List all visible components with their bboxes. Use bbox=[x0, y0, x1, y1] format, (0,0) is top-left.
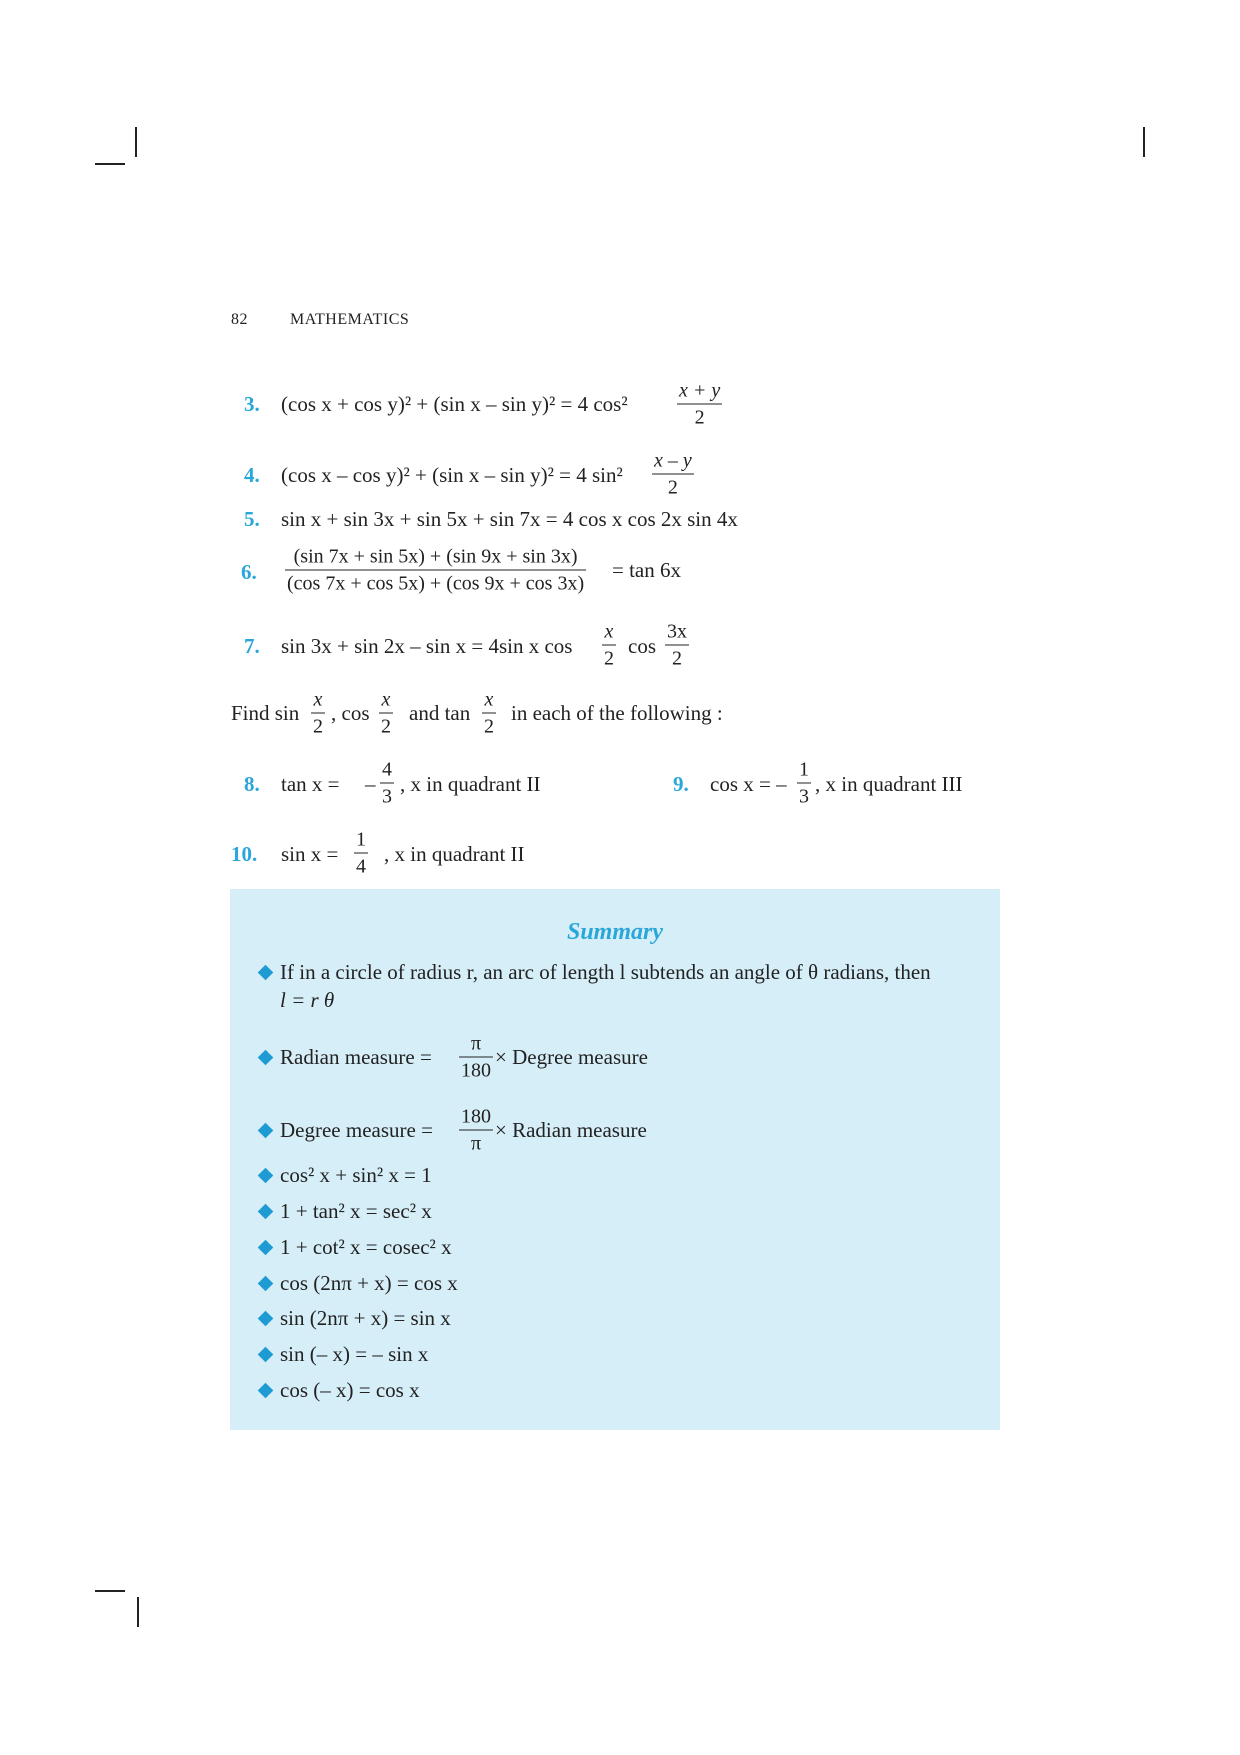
exercise-6-fraction bbox=[285, 545, 586, 596]
exercise-8-rest: , x in quadrant II bbox=[400, 772, 541, 796]
fraction-numerator: (sin 7x + sin 5x) + (sin 9x + sin 3x) bbox=[293, 545, 578, 568]
fraction-numerator: 1 bbox=[799, 758, 809, 781]
bullet-diamond-icon bbox=[258, 1347, 274, 1363]
exercise-3-fraction bbox=[677, 379, 722, 430]
exercise-3-lhs: (cos x + cos y)² + (sin x – sin y)² = 4 cos² bbox=[281, 392, 628, 416]
fraction-numerator: x bbox=[313, 688, 323, 711]
exercise-4-lhs: (cos x – cos y)² + (sin x – sin y)² = 4 sin² bbox=[281, 463, 623, 487]
identity-item: 1 + tan² x = sec² x bbox=[280, 1199, 432, 1223]
exercise-8-fraction bbox=[380, 758, 394, 809]
crop-mark bbox=[135, 127, 137, 157]
crop-mark bbox=[137, 1597, 139, 1627]
fraction-numerator: 4 bbox=[382, 758, 392, 781]
fraction-denominator: 2 bbox=[694, 406, 705, 429]
exercise-number: 5. bbox=[244, 507, 260, 531]
exercise-4-fraction bbox=[652, 449, 694, 500]
identity-item: cos (– x) = cos x bbox=[280, 1378, 420, 1402]
bullet-diamond-icon bbox=[258, 1204, 274, 1220]
radian-measure-lhs: Radian measure = bbox=[280, 1045, 432, 1069]
exercise-number: 7. bbox=[244, 634, 260, 658]
find-cos: , cos bbox=[331, 701, 370, 725]
exercise-number: 10. bbox=[231, 842, 258, 866]
fraction-denominator: π bbox=[470, 1132, 482, 1155]
degree-measure-lhs: Degree measure = bbox=[280, 1118, 433, 1142]
exercise-number: 4. bbox=[244, 463, 260, 487]
exercise-7-lhs: sin 3x + sin 2x – sin x = 4sin x cos bbox=[281, 634, 573, 658]
identity-item: sin (2nπ + x) = sin x bbox=[280, 1306, 451, 1330]
bullet-diamond-icon bbox=[258, 1123, 274, 1139]
degree-measure-rhs: × Radian measure bbox=[495, 1118, 647, 1142]
find-suffix: in each of the following : bbox=[511, 701, 723, 725]
bullet-diamond-icon bbox=[258, 1311, 274, 1327]
find-fraction-tan bbox=[482, 688, 496, 739]
identity-item: cos² x + sin² x = 1 bbox=[280, 1163, 432, 1187]
exercise-10-lhs: sin x = bbox=[281, 842, 339, 866]
page-number: 82 bbox=[231, 311, 248, 328]
fraction-numerator: x bbox=[484, 688, 494, 711]
fraction-denominator: 2 bbox=[604, 647, 614, 670]
exercise-number: 3. bbox=[244, 392, 260, 416]
exercise-number: 6. bbox=[241, 560, 257, 584]
fraction-denominator: 2 bbox=[672, 647, 682, 670]
exercise-5-equation: sin x + sin 3x + sin 5x + sin 7x = 4 cos x cos 2x sin 4x bbox=[281, 507, 738, 531]
identity-item: sin (– x) = – sin x bbox=[280, 1342, 429, 1366]
fraction-numerator: x bbox=[604, 620, 614, 643]
fraction-numerator: x – y bbox=[654, 449, 692, 472]
fraction-denominator: 3 bbox=[799, 785, 809, 808]
bullet-diamond-icon bbox=[258, 965, 274, 981]
bullet-diamond-icon bbox=[258, 1276, 274, 1292]
find-fraction-cos bbox=[379, 688, 393, 739]
fraction-denominator: 3 bbox=[382, 785, 392, 808]
radian-measure-rhs: × Degree measure bbox=[495, 1045, 648, 1069]
running-title: MATHEMATICS bbox=[290, 311, 410, 328]
fraction-denominator: 2 bbox=[667, 476, 678, 499]
exercise-9-lhs: cos x = – bbox=[710, 772, 787, 796]
find-and-tan: and tan bbox=[409, 701, 471, 725]
exercise-8-lhs: tan x = bbox=[281, 772, 340, 796]
fraction-denominator: 2 bbox=[313, 715, 323, 738]
find-fraction-sin bbox=[311, 688, 325, 739]
bullet-diamond-icon bbox=[258, 1050, 274, 1066]
summary-title: Summary bbox=[566, 919, 664, 945]
exercise-number: 8. bbox=[244, 772, 260, 796]
exercise-9-fraction bbox=[797, 758, 811, 809]
exercise-8-minus: – bbox=[365, 772, 376, 796]
bullet-diamond-icon bbox=[258, 1383, 274, 1399]
crop-mark bbox=[95, 163, 125, 165]
fraction-denominator: 180 bbox=[461, 1059, 491, 1082]
crop-mark bbox=[95, 1590, 125, 1592]
fraction-denominator: 2 bbox=[381, 715, 391, 738]
exercise-number: 9. bbox=[673, 772, 689, 796]
exercise-6-rhs: = tan 6x bbox=[612, 558, 681, 582]
identity-item: cos (2nπ + x) = cos x bbox=[280, 1271, 458, 1295]
find-prefix: Find sin bbox=[231, 701, 300, 725]
exercise-9-rest: , x in quadrant III bbox=[815, 772, 963, 796]
crop-mark bbox=[1143, 127, 1145, 157]
fraction-numerator: 1 bbox=[356, 828, 366, 851]
bullet-diamond-icon bbox=[258, 1240, 274, 1256]
bullet-diamond-icon bbox=[258, 1168, 274, 1184]
exercise-7-cos: cos bbox=[628, 634, 656, 658]
fraction-denominator: (cos 7x + cos 5x) + (cos 9x + cos 3x) bbox=[287, 572, 585, 595]
exercise-7-fraction-1 bbox=[602, 620, 616, 671]
summary-arc-line-1: If in a circle of radius r, an arc of length l subtends an angle of θ radians, then bbox=[280, 960, 931, 984]
summary-arc-line-2: l = r θ bbox=[280, 988, 335, 1012]
fraction-numerator: x + y bbox=[679, 379, 721, 402]
radian-measure-fraction bbox=[459, 1032, 493, 1083]
fraction-numerator: π bbox=[470, 1032, 482, 1055]
exercise-10-rest: , x in quadrant II bbox=[384, 842, 525, 866]
fraction-numerator: x bbox=[381, 688, 391, 711]
fraction-denominator: 2 bbox=[484, 715, 494, 738]
fraction-numerator: 180 bbox=[461, 1105, 491, 1128]
summary-box bbox=[230, 889, 1000, 1430]
fraction-denominator: 4 bbox=[356, 855, 366, 878]
exercise-7-fraction-2 bbox=[665, 620, 689, 671]
fraction-numerator: 3x bbox=[667, 620, 687, 643]
exercise-10-fraction bbox=[354, 828, 368, 879]
degree-measure-fraction bbox=[459, 1105, 493, 1156]
identity-item: 1 + cot² x = cosec² x bbox=[280, 1235, 452, 1259]
